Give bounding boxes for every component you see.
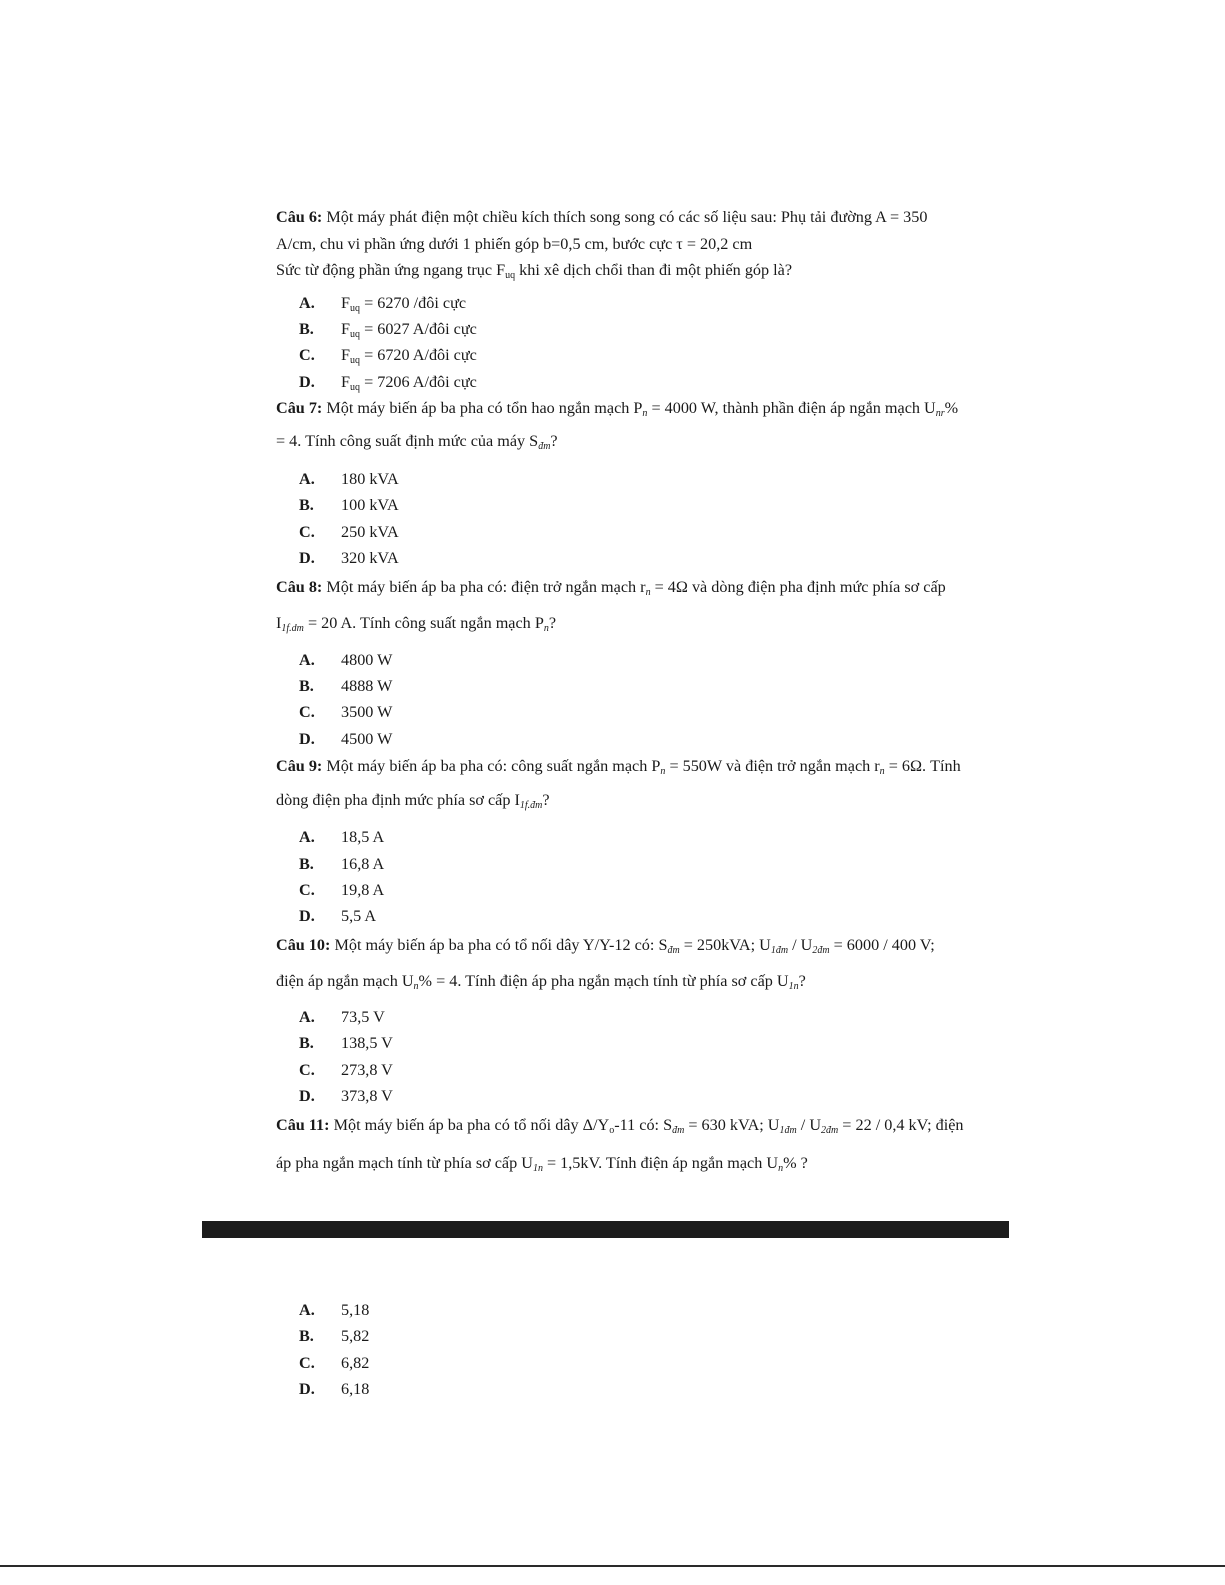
- question-10-body-c: / U: [788, 935, 813, 954]
- option-letter: D.: [299, 549, 315, 568]
- question-9-body-c: = 6Ω. Tính dòng điện pha định mức phía sơ cấp I: [276, 757, 961, 810]
- option-c[interactable]: [276, 1057, 966, 1083]
- question-8-options: [276, 647, 966, 753]
- question-6-text: [276, 204, 966, 290]
- question-9: [276, 752, 966, 930]
- question-7-number: Câu 7:: [276, 399, 323, 418]
- question-11-body-d: = 22 / 0,4 kV; điện áp pha ngắn mạch tính từ phía sơ cấp U: [276, 1116, 964, 1173]
- option-b[interactable]: [276, 673, 966, 699]
- question-10-body-f: ?: [798, 971, 806, 990]
- question-6-body: Một máy phát điện một chiều kích thích song song có các số liệu sau: Phụ tải đường A = 350 A/cm, chu vi phần ứng dưới 1 phiến góp b=0,5 cm, bước cực τ = 20,2 cm: [276, 208, 928, 253]
- option-d[interactable]: [276, 1083, 966, 1109]
- question-7-body-d: ?: [550, 431, 558, 450]
- subscript: n: [645, 586, 651, 598]
- question-10: [276, 930, 966, 1110]
- option-b[interactable]: [276, 851, 966, 877]
- option-text: $F_{uq} = 6027$ A/đôi cực: [341, 319, 477, 340]
- question-7-body: Một máy biến áp ba pha có tổn hao ngắn mạch P: [326, 399, 643, 418]
- option-text: 6,82: [341, 1353, 370, 1372]
- question-11-body-f: % ?: [783, 1154, 808, 1173]
- question-list: [276, 204, 966, 1185]
- option-text: 373,8 V: [341, 1086, 393, 1105]
- question-11-text: [276, 1109, 966, 1185]
- option-text: 4888 W: [341, 677, 393, 696]
- option-letter: C.: [299, 346, 315, 365]
- question-10-options: [276, 1004, 966, 1110]
- option-letter: D.: [299, 729, 315, 748]
- option-b[interactable]: [276, 316, 966, 342]
- question-6-line2-rest: khi xê dịch chổi than đi một phiến góp là?: [515, 261, 793, 279]
- option-letter: D.: [299, 1086, 315, 1105]
- option-letter: B.: [299, 854, 314, 873]
- option-text: 5,18: [341, 1301, 370, 1319]
- option-letter: A.: [299, 1007, 315, 1026]
- option-b[interactable]: [276, 492, 966, 518]
- subscript: nr: [935, 408, 945, 420]
- question-8-number: Câu 8:: [276, 577, 323, 596]
- option-text: 3500 W: [341, 703, 393, 722]
- question-9-body-d: ?: [542, 791, 550, 810]
- option-letter: A.: [299, 293, 315, 312]
- option-text: 19,8 A: [341, 880, 385, 899]
- option-text: 5,82: [341, 1327, 370, 1346]
- question-7: [276, 395, 966, 572]
- option-text: $F_{uq} = 6720$ A/đôi cực: [341, 346, 477, 367]
- question-11-options: [276, 1297, 966, 1403]
- subscript: 1đm: [779, 1125, 797, 1137]
- subscript: đm: [667, 944, 680, 956]
- question-11-body-b: = 630 kVA; U: [684, 1116, 780, 1135]
- question-11-body: Một máy biến áp ba pha có tổ nối dây Δ/Y: [333, 1116, 610, 1135]
- option-text: 273,8 V: [341, 1060, 393, 1079]
- question-7-options: [276, 466, 966, 572]
- subscript: 1đm: [770, 944, 789, 956]
- question-11-number: Câu 11:: [276, 1116, 330, 1135]
- question-6-number: Câu 6:: [276, 208, 323, 226]
- subscript: o: [609, 1125, 615, 1137]
- subscript: 2đm: [812, 944, 830, 956]
- option-letter: B.: [299, 677, 314, 696]
- option-d[interactable]: [276, 903, 966, 929]
- subscript: n: [660, 766, 666, 778]
- option-b[interactable]: [276, 1323, 966, 1349]
- question-8: [276, 572, 966, 753]
- option-a[interactable]: [276, 647, 966, 673]
- question-9-options: [276, 824, 966, 930]
- subscript: n: [413, 980, 419, 992]
- option-c[interactable]: [276, 877, 966, 903]
- option-text: 16,8 A: [341, 854, 385, 873]
- question-8-body-c: = 20 A. Tính công suất ngắn mạch P: [303, 613, 544, 632]
- option-a[interactable]: [276, 290, 966, 316]
- option-text: 5,5 A: [341, 907, 377, 926]
- question-6-options: [276, 290, 966, 396]
- question-11: [276, 1109, 966, 1185]
- subscript: 1n: [788, 980, 799, 992]
- option-text: 18,5 A: [341, 828, 385, 847]
- question-10-body-e: % = 4. Tính điện áp pha ngắn mạch tính từ phía sơ cấp U: [418, 971, 789, 990]
- subscript: n: [778, 1163, 784, 1175]
- option-text: 180 kVA: [341, 470, 399, 489]
- option-d[interactable]: [276, 726, 966, 752]
- option-letter: A.: [299, 470, 315, 489]
- question-9-body: Một máy biến áp ba pha có: công suất ngắn mạch P: [326, 757, 661, 776]
- option-letter: C.: [299, 1060, 315, 1079]
- option-d[interactable]: [276, 1376, 966, 1402]
- question-8-text: [276, 572, 966, 644]
- question-9-number: Câu 9:: [276, 757, 323, 776]
- question-6: [276, 204, 966, 395]
- option-text: 4500 W: [341, 729, 393, 748]
- subscript: n: [543, 622, 549, 634]
- question-10-body: Một máy biến áp ba pha có tổ nối dây Y/Y-12 có: S: [334, 935, 668, 954]
- question-11-body-c: / U: [796, 1116, 822, 1135]
- option-d[interactable]: [276, 369, 966, 395]
- option-a[interactable]: [276, 824, 966, 850]
- option-text: 138,5 V: [341, 1034, 393, 1053]
- option-a[interactable]: [276, 466, 966, 492]
- option-c[interactable]: [276, 1350, 966, 1376]
- question-10-text: [276, 930, 966, 1002]
- option-letter: B.: [299, 1327, 314, 1346]
- question-10-body-d: = 6000 / 400 V; điện áp ngắn mạch U: [276, 935, 935, 990]
- page-divider-bar: [202, 1221, 1009, 1238]
- subscript: đm: [672, 1125, 685, 1137]
- option-text: 6,18: [341, 1380, 370, 1399]
- question-11-body-a: -11 có: S: [614, 1116, 673, 1135]
- question-10-number: Câu 10:: [276, 935, 331, 954]
- option-d[interactable]: [276, 545, 966, 571]
- question-8-body-d: ?: [548, 613, 557, 632]
- subscript: đm: [538, 440, 551, 452]
- option-text: 73,5 V: [341, 1007, 385, 1026]
- option-letter: A.: [299, 828, 315, 847]
- option-c[interactable]: [276, 699, 966, 725]
- bottom-edge-line: [0, 1565, 1225, 1567]
- option-text: 100 kVA: [341, 496, 399, 515]
- question-11-options-continued: [276, 1297, 966, 1403]
- option-text: 4800 W: [341, 650, 393, 669]
- question-8-body-b: = 4Ω và dòng điện pha định mức phía sơ cấp I: [276, 577, 946, 632]
- question-6-line2: Sức từ động phần ứng ngang trục F: [276, 261, 506, 279]
- option-text: 320 kVA: [341, 549, 399, 568]
- option-letter: D.: [299, 372, 315, 391]
- option-letter: D.: [299, 907, 315, 926]
- option-letter: C.: [299, 703, 315, 722]
- question-7-body-c: % = 4. Tính công suất định mức của máy S: [276, 399, 959, 450]
- subscript: 1f.dm: [281, 622, 304, 634]
- subscript: 1f.đm: [519, 800, 543, 812]
- option-text: $F_{uq} = 7206$ A/đôi cực: [341, 372, 477, 393]
- subscript: 1n: [532, 1163, 543, 1175]
- option-letter: C.: [299, 1353, 315, 1372]
- subscript: n: [879, 766, 885, 778]
- option-a[interactable]: [276, 1004, 966, 1030]
- option-c[interactable]: [276, 519, 966, 545]
- option-text: $F_{uq} = 6270$ /đôi cực: [341, 293, 467, 314]
- option-c[interactable]: [276, 342, 966, 368]
- option-text: 250 kVA: [341, 522, 399, 541]
- option-letter: C.: [299, 522, 315, 541]
- question-6-line2-sub: uq: [505, 270, 516, 281]
- option-letter: A.: [299, 650, 315, 669]
- option-b[interactable]: [276, 1030, 966, 1056]
- question-8-body: Một máy biến áp ba pha có: điện trở ngắn mạch r: [326, 577, 646, 596]
- question-9-body-b: = 550W và điện trở ngắn mạch r: [665, 757, 880, 776]
- subscript: 2đm: [821, 1125, 839, 1137]
- option-letter: B.: [299, 1034, 314, 1053]
- question-11-body-e: = 1,5kV. Tính điện áp ngắn mạch U: [542, 1154, 779, 1173]
- option-letter: C.: [299, 880, 315, 899]
- option-letter: B.: [299, 496, 314, 515]
- option-a[interactable]: [276, 1297, 966, 1323]
- option-letter: D.: [299, 1380, 315, 1399]
- option-letter: B.: [299, 319, 314, 338]
- option-letter: A.: [299, 1301, 315, 1319]
- question-7-text: [276, 395, 966, 460]
- question-9-text: [276, 752, 966, 820]
- question-7-body-b: = 4000 W, thành phần điện áp ngắn mạch U: [647, 399, 936, 418]
- question-10-body-b: = 250kVA; U: [679, 935, 771, 954]
- subscript: n: [642, 408, 648, 420]
